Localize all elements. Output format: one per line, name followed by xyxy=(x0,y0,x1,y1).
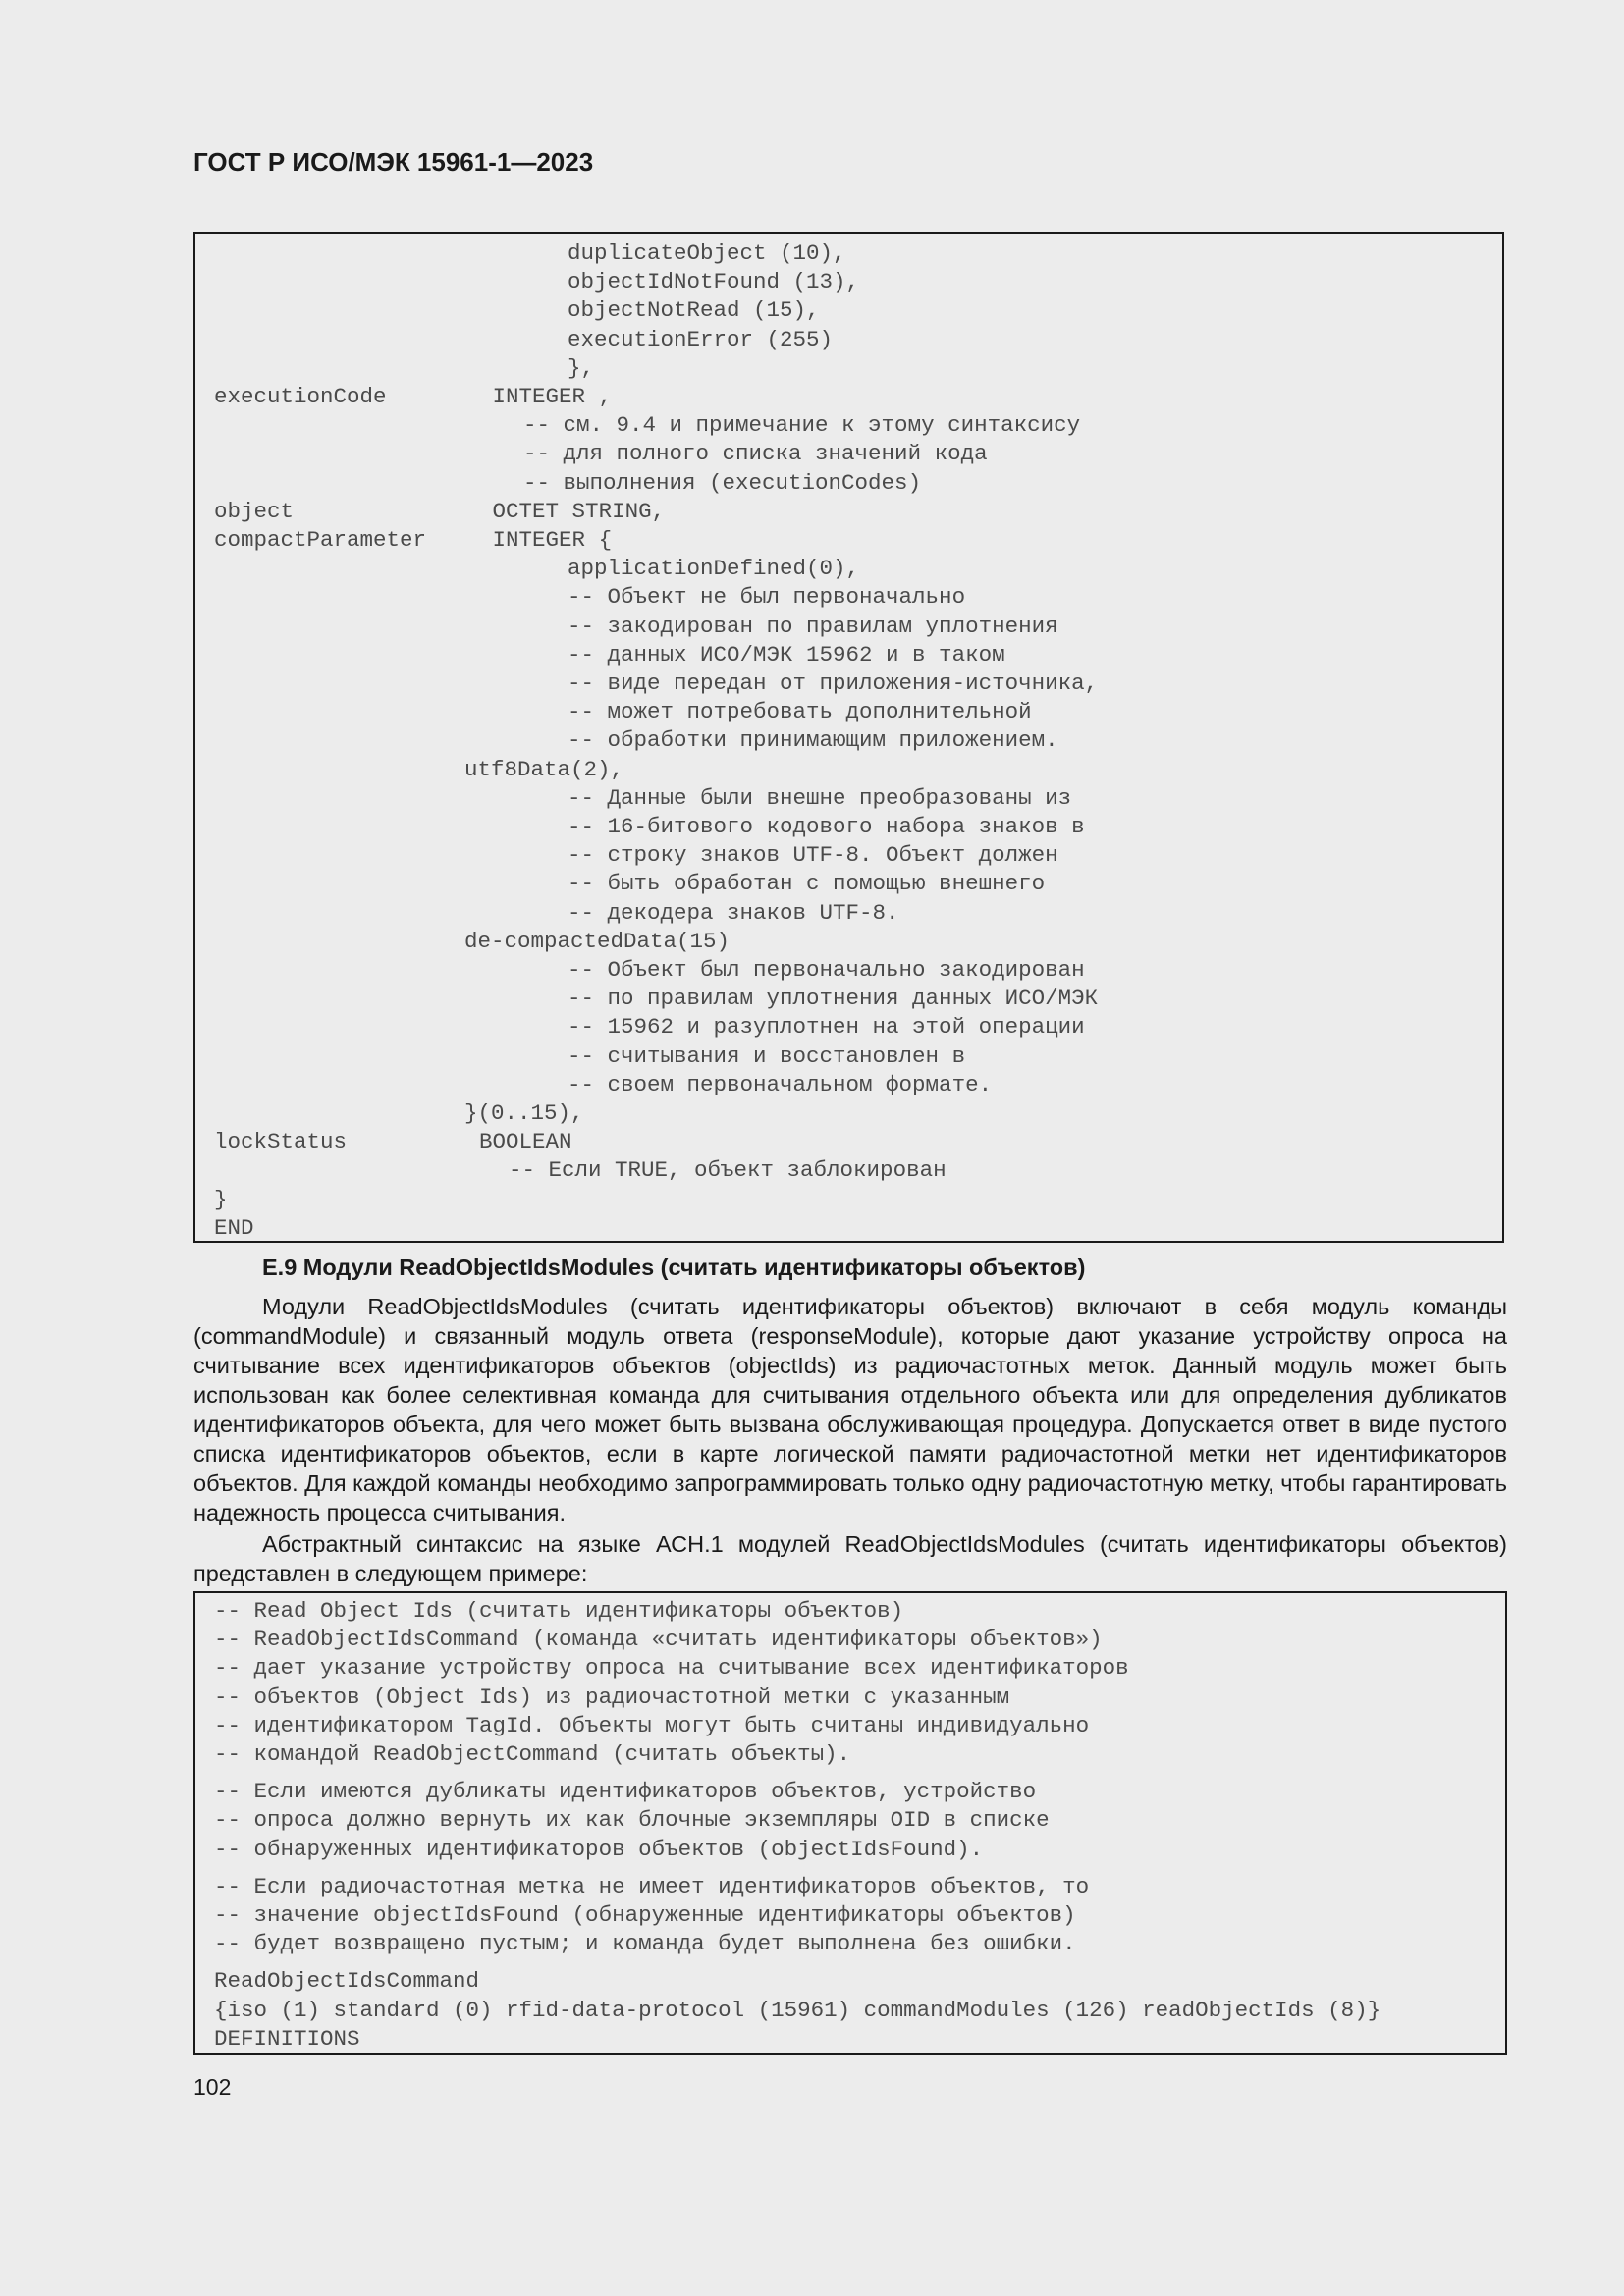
code-line: } xyxy=(214,1186,228,1212)
code-line: -- см. 9.4 и примечание к этому синтаксису xyxy=(523,412,1081,439)
code-line: }, xyxy=(568,354,595,381)
code-line: -- обработки принимающим приложением. xyxy=(568,727,1058,754)
section-title: Е.9 Модули ReadObjectIdsModules (считать идентификаторы объектов) xyxy=(262,1255,1086,1280)
code-line: -- обнаруженных идентификаторов объектов (objectIdsFound). xyxy=(214,1836,984,1862)
code-line: DEFINITIONS xyxy=(214,2025,360,2052)
code-line: ReadObjectIdsCommand xyxy=(214,1968,480,1995)
code-line: executionCode INTEGER , xyxy=(214,384,613,409)
code-block-2 xyxy=(193,1591,1507,2055)
code-line: -- ReadObjectIdsCommand (команда «считать идентификаторы объектов») xyxy=(214,1627,1103,1653)
code-line: -- 16-битового кодового набора знаков в xyxy=(568,814,1085,839)
code-line: {iso (1) standard (0) rfid-data-protocol (15961) commandModules (126) readObjectIds (8)} xyxy=(214,1997,1381,2023)
code-line: -- Объект не был первоначально xyxy=(568,584,966,611)
section-paragraph-1: Модули ReadObjectIdsModules (считать идентификаторы объектов) включают в себя модуль команды (commandModule) и связанный модуль ответа (responseModule), которые дают указание устройству опроса на считывание всех идентификаторов объектов (objectIds) из радиочастотных меток. Данный модуль может быть использован как более селективная команда для считывания отдельного объекта или для определения дубликатов идентификаторов объекта, для чего может быть вызвана обслуживающая процедура. Допускается ответ в виде пустого списка идентификаторов объектов, если в карте логической памяти радиочастотной метки нет идентификаторов объектов. Для каждой команды необходимо запрограммировать только одну радиочастотную метку, чтобы гарантировать надежность процесса считывания. xyxy=(193,1294,1507,1525)
code-line: -- Объект был первоначально закодирован xyxy=(568,957,1085,983)
code-line: -- для полного списка значений кода xyxy=(523,441,988,467)
section-paragraph-2: Абстрактный синтаксис на языке АСН.1 модулей ReadObjectIdsModules (считать идентификаторы объектов) представлен в следующем примере: xyxy=(193,1531,1507,1586)
code-line: -- командой ReadObjectCommand (считать объекты). xyxy=(214,1741,851,1767)
code-line: -- считывания и восстановлен в xyxy=(568,1042,966,1069)
code-block-1 xyxy=(193,232,1504,1243)
code-line: -- значение objectIdsFound (обнаруженные идентификаторы объектов) xyxy=(214,1902,1076,1928)
code-line: utf8Data(2), xyxy=(464,756,624,782)
code-line: -- опроса должно вернуть их как блочные экземпляры OID в списке xyxy=(214,1807,1050,1834)
code-line: -- строку знаков UTF-8. Объект должен xyxy=(568,842,1058,869)
code-line: }(0..15), xyxy=(464,1100,584,1126)
code-line: lockStatus BOOLEAN xyxy=(214,1129,572,1155)
code-line: -- своем первоначальном формате. xyxy=(568,1071,993,1097)
document-header: ГОСТ Р ИСО/МЭК 15961-1—2023 xyxy=(193,147,594,177)
code-line: -- 15962 и разуплотнен на этой операции xyxy=(568,1014,1085,1041)
code-line: -- Read Object Ids (считать идентификаторы объектов) xyxy=(214,1598,904,1624)
code-line: -- по правилам уплотнения данных ИСО/МЭК xyxy=(568,986,1099,1012)
code-line: compactParameter INTEGER { xyxy=(214,527,613,553)
code-line: objectIdNotFound (13), xyxy=(568,269,860,295)
code-line: -- Если радиочастотная метка не имеет идентификаторов объектов, то xyxy=(214,1873,1090,1899)
code-line: applicationDefined(0), xyxy=(568,556,860,582)
page-number: 102 xyxy=(193,2074,232,2100)
code-line: -- закодирован по правилам уплотнения xyxy=(568,613,1058,639)
code-line: duplicateObject (10), xyxy=(568,240,846,266)
code-line: -- выполнения (executionCodes) xyxy=(523,469,922,496)
code-line: -- дает указание устройству опроса на считывание всех идентификаторов xyxy=(214,1655,1129,1682)
code-line: -- Если TRUE, объект заблокирован xyxy=(509,1157,947,1184)
code-line: -- быть обработан с помощью внешнего xyxy=(568,871,1046,897)
code-line: END xyxy=(214,1214,254,1241)
code-line: -- декодера знаков UTF-8. xyxy=(568,899,899,926)
code-line: -- идентификатором TagId. Объекты могут быть считаны индивидуально xyxy=(214,1712,1090,1738)
code-line: de-compactedData(15) xyxy=(464,928,731,954)
code-line: -- объектов (Object Ids) из радиочастотной метки с указанным xyxy=(214,1683,1010,1710)
code-line: -- будет возвращено пустым; и команда будет выполнена без ошибки. xyxy=(214,1931,1076,1957)
code-line: -- может потребовать дополнительной xyxy=(568,699,1032,725)
code-line: objectNotRead (15), xyxy=(568,297,820,324)
code-line: -- Если имеются дубликаты идентификаторов объектов, устройство xyxy=(214,1779,1037,1805)
code-line: -- данных ИСО/МЭК 15962 и в таком xyxy=(568,641,1005,667)
code-line: -- виде передан от приложения-источника, xyxy=(568,670,1099,696)
code-line: object OCTET STRING, xyxy=(214,498,666,524)
code-line: executionError (255) xyxy=(568,326,834,352)
code-line: -- Данные были внешне преобразованы из xyxy=(568,784,1072,811)
